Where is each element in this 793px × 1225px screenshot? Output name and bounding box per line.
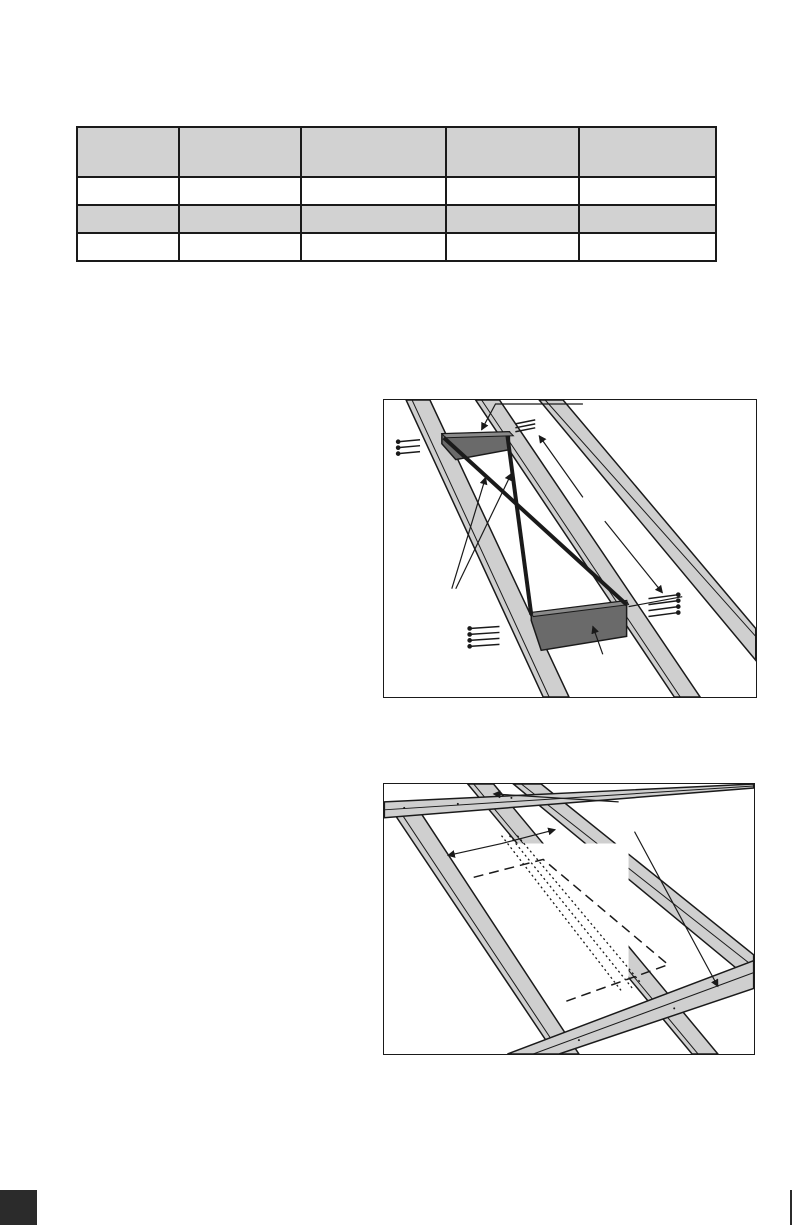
opening-framing-figure: [383, 783, 755, 1055]
table-cell: [77, 233, 179, 261]
page-edge-mark: [790, 1190, 792, 1225]
table-header-cell: [301, 127, 446, 177]
table-row: [77, 177, 716, 205]
table-header-cell: [446, 127, 579, 177]
table-cell: [77, 205, 179, 233]
table-cell: [446, 233, 579, 261]
table-header-row: [77, 127, 716, 177]
table-cell: [446, 205, 579, 233]
bottom-block: [531, 601, 628, 651]
table-header-cell: [179, 127, 301, 177]
table-cell: [179, 205, 301, 233]
table-cell: [179, 233, 301, 261]
table-cell: [301, 205, 446, 233]
table-cell: [77, 177, 179, 205]
spec-table: [76, 126, 717, 262]
table-cell: [446, 177, 579, 205]
joist-opening-framing-illustration: [384, 784, 754, 1054]
table-header-cell: [579, 127, 716, 177]
table-row: [77, 233, 716, 261]
table-cell: [301, 177, 446, 205]
cross-bracing-figure: [383, 399, 757, 698]
page-corner-tab: [0, 1190, 37, 1225]
table-header-cell: [77, 127, 179, 177]
table-cell: [579, 233, 716, 261]
table-cell: [179, 177, 301, 205]
table-cell: [301, 233, 446, 261]
table-cell: [579, 205, 716, 233]
table-cell: [579, 177, 716, 205]
joist-cross-bracing-illustration: [384, 400, 756, 697]
table-row: [77, 205, 716, 233]
